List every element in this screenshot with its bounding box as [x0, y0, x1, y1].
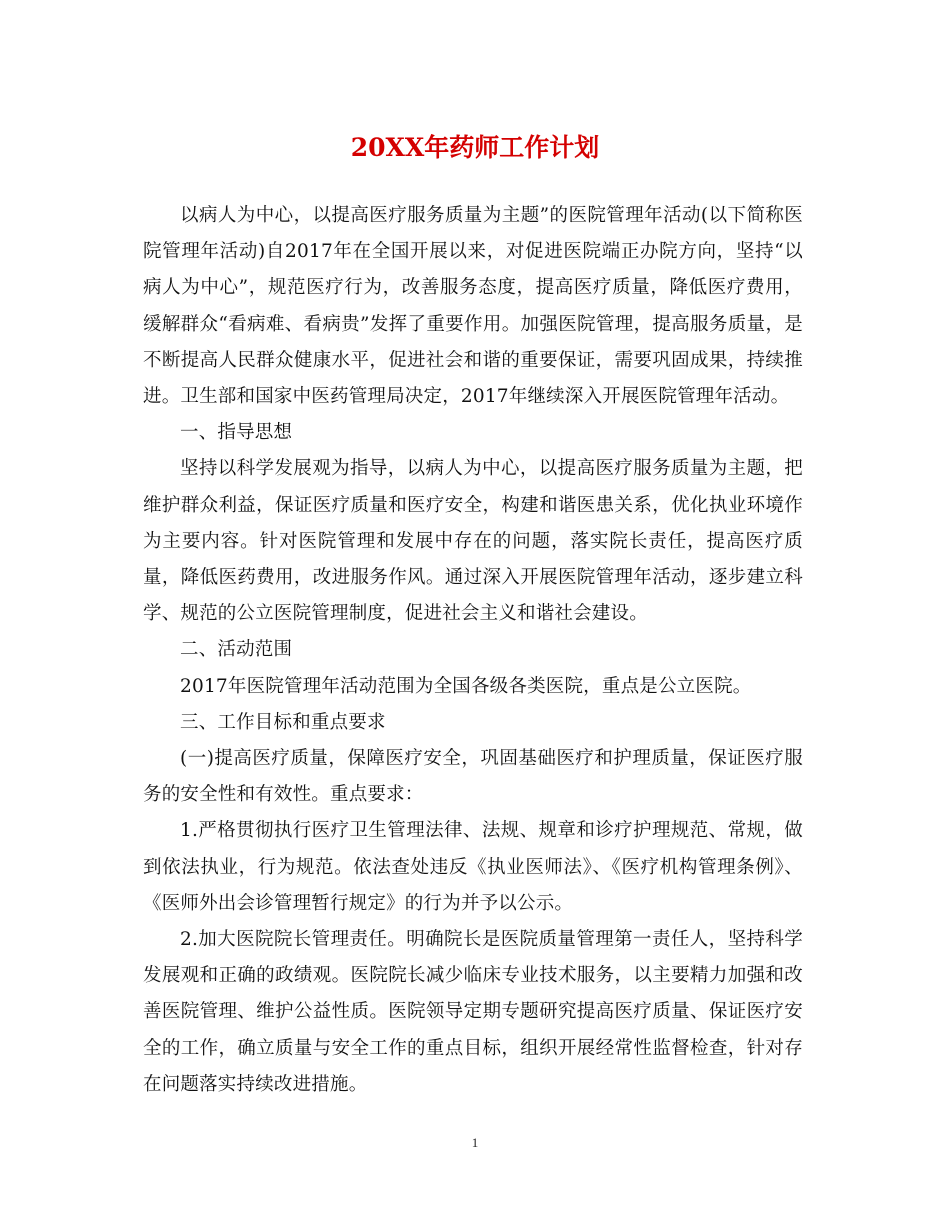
list-item-2: 2.加大医院院长管理责任。明确院长是医院质量管理第一责任人，坚持科学发展观和正确的政绩观。医院院长减少临床专业技术服务，以主要精力加强和改善医院管理、维护公益性质。医院领导定期专题研究提高医疗质量、保证医疗安全的工作，确立质量与安全工作的重点目标，组织开展经常性监督检查，针对存在问题落实持续改进措施。 — [143, 929, 803, 1095]
activity-scope-paragraph: 2017年医院管理年活动范围为全国各级各类医院，重点是公立医院。 — [180, 675, 752, 697]
document-body — [143, 198, 803, 1103]
intro-paragraph: 以病人为中心，以提高医疗服务质量为主题”的医院管理年活动(以下简称医院管理年活动)自2017年在全国开展以来，对促进医院端正办院方向，坚持“以病人为中心”，规范医疗行为，改善服务态度，提高医疗质量，降低医疗费用，缓解群众“看病难、看病贵”发挥了重要作用。加强医院管理，提高服务质量，是不断提高人民群众健康水平，促进社会和谐的重要保证，需要巩固成果，持续推进。卫生部和国家中医药管理局决定，2017年继续深入开展医院管理年活动。 — [143, 205, 803, 408]
guiding-ideology-paragraph: 坚持以科学发展观为指导，以病人为中心，以提高医疗服务质量为主题，把维护群众利益，保证医疗质量和医疗安全，构建和谐医患关系，优化执业环境作为主要内容。针对医院管理和发展中存在的问题，落实院长责任，提高医疗质量，降低医药费用，改进服务作风。通过深入开展医院管理年活动，逐步建立科学、规范的公立医院管理制度，促进社会主义和谐社会建设。 — [143, 458, 803, 625]
section-heading-guiding-ideology: 一、指导思想 — [180, 422, 293, 444]
work-goals-subsection-1: (一)提高医疗质量，保障医疗安全，巩固基础医疗和护理质量，保证医疗服务的安全性和有效性。重点要求： — [143, 748, 803, 806]
page-number: 1 — [471, 1135, 479, 1150]
section-heading-work-goals: 三、工作目标和重点要求 — [180, 711, 386, 733]
section-heading-activity-scope: 二、活动范围 — [180, 639, 293, 661]
document-title: 20XX年药师工作计划 — [350, 133, 600, 162]
list-item-1: 1.严格贯彻执行医疗卫生管理法律、法规、规章和诊疗护理规范、常规，做到依法执业，行为规范。依法查处违反《执业医师法》、《医疗机构管理条例》、《医师外出会诊管理暂行规定》的行为并予以公示。 — [143, 820, 804, 914]
